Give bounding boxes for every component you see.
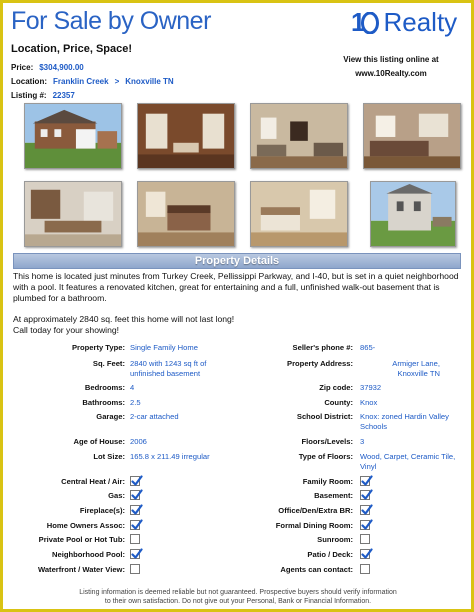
detail-label: Age of House: xyxy=(73,437,125,446)
checkmark-icon xyxy=(131,504,143,516)
description-paragraph: Call today for your showing! xyxy=(13,325,120,335)
detail-label: Type of Floors: xyxy=(298,452,353,461)
online-text: View this listing online at xyxy=(343,55,439,64)
location-city: Knoxville TN xyxy=(125,77,174,86)
detail-label: Lot Size: xyxy=(93,452,125,461)
online-info xyxy=(321,53,461,81)
feature-label: Patio / Deck: xyxy=(307,550,353,559)
detail-value: 37932 xyxy=(360,383,382,392)
checkmark-icon xyxy=(131,475,143,487)
page-title: For Sale by Owner xyxy=(11,7,211,35)
detail-label: Floors/Levels: xyxy=(301,437,353,446)
section-title: Property Details xyxy=(13,253,461,269)
location-label: Location: xyxy=(11,77,47,86)
detail-value: Wood, Carpet, Ceramic Tile, Vinyl xyxy=(360,452,456,471)
detail-label: Property Type: xyxy=(71,343,125,352)
feature-checkbox[interactable] xyxy=(360,505,370,515)
detail-value: Knox xyxy=(360,398,378,407)
disclaimer-line: to their own satisfaction. Do not give out your Personal, Bank or Financial Information. xyxy=(104,597,372,605)
feature-label: Sunroom: xyxy=(317,535,353,544)
disclaimer-line: Listing information is deemed reliable but not guaranteed. Prospective buyers should verify information xyxy=(79,589,397,596)
feature-label: Neighborhood Pool: xyxy=(52,550,125,559)
detail-label: School District: xyxy=(296,412,353,421)
checkmark-icon xyxy=(361,489,373,501)
detail-value: 3 xyxy=(360,437,365,446)
feature-label: Private Pool or Hot Tub: xyxy=(38,535,125,544)
detail-value: Knox: zoned Hardin Valley Schools xyxy=(360,412,449,431)
detail-label: Zip code: xyxy=(319,383,353,392)
feature-label: Gas: xyxy=(108,491,125,500)
feature-label: Home Owners Assoc: xyxy=(46,521,125,530)
price-row xyxy=(11,63,84,72)
feature-checkbox[interactable] xyxy=(360,564,370,574)
website-link[interactable]: www.10Realty.com xyxy=(355,69,427,78)
logo-text: Realty xyxy=(383,7,458,37)
listing-page xyxy=(3,3,471,609)
photo-master-bedroom[interactable] xyxy=(137,181,235,247)
feature-label: Basement: xyxy=(314,491,353,500)
detail-value: 2006 xyxy=(130,437,147,446)
feature-checkbox[interactable] xyxy=(360,490,370,500)
feature-label: Agents can contact: xyxy=(280,565,353,574)
feature-checkbox[interactable] xyxy=(130,476,140,486)
feature-checkbox[interactable] xyxy=(130,520,140,530)
feature-label: Fireplace(s): xyxy=(79,506,125,515)
photo-bedroom[interactable] xyxy=(250,181,348,247)
checkmark-icon xyxy=(361,519,373,531)
breadcrumb-separator: > xyxy=(114,77,120,86)
detail-label: Property Address: xyxy=(287,359,353,368)
feature-label: Family Room: xyxy=(302,477,353,486)
feature-checkbox[interactable] xyxy=(130,490,140,500)
photo-den[interactable] xyxy=(363,103,461,169)
feature-checkbox[interactable] xyxy=(130,564,140,574)
checkmark-icon xyxy=(361,475,373,487)
detail-label: Sq. Feet: xyxy=(92,359,125,368)
feature-checkbox[interactable] xyxy=(360,534,370,544)
detail-value: 165.8 x 211.49 irregular xyxy=(130,452,210,461)
detail-label: Bathrooms: xyxy=(82,398,125,407)
detail-value: 2-car attached xyxy=(130,412,179,421)
feature-checkbox[interactable] xyxy=(130,534,140,544)
listing-number: 22357 xyxy=(52,91,75,100)
description-paragraph: At approximately 2840 sq. feet this home will not last long! xyxy=(13,314,235,324)
listing-number-row xyxy=(11,91,75,100)
disclaimer xyxy=(23,589,453,606)
checkmark-icon xyxy=(361,504,373,516)
detail-value: 865- xyxy=(360,343,376,352)
feature-checkbox[interactable] xyxy=(360,476,370,486)
price-value: $304,900.00 xyxy=(39,63,84,72)
logo-mark: 1 xyxy=(351,7,383,38)
feature-checkbox[interactable] xyxy=(130,549,140,559)
feature-label: Office/Den/Extra BR: xyxy=(278,506,353,515)
page-subtitle: Location, Price, Space! xyxy=(11,43,133,55)
photo-exterior-front[interactable] xyxy=(24,103,122,169)
feature-checkbox[interactable] xyxy=(130,505,140,515)
photo-family-room[interactable] xyxy=(250,103,348,169)
description xyxy=(13,271,463,336)
detail-label: County: xyxy=(324,398,353,407)
location-area: Franklin Creek xyxy=(53,77,109,86)
photo-exterior-back[interactable] xyxy=(370,181,456,247)
price-label: Price: xyxy=(11,63,34,72)
listing-label: Listing #: xyxy=(11,91,47,100)
checkmark-icon xyxy=(361,548,373,560)
description-paragraph: This home is located just minutes from Turkey Creek, Pellissippi Parkway, and I-40, but is set in a quiet neighborhood with a pool. It features a renovated kitchen, great for entertaining and a full, unfinished walk-out basement that is plumbed for a bathroom. xyxy=(13,271,459,303)
detail-value: 2.5 xyxy=(130,398,141,407)
checkmark-icon xyxy=(131,519,143,531)
detail-value: 4 xyxy=(130,383,135,392)
feature-checkbox[interactable] xyxy=(360,549,370,559)
photo-living-room[interactable] xyxy=(137,103,235,169)
feature-label: Waterfront / Water View: xyxy=(37,565,125,574)
checkmark-icon xyxy=(131,548,143,560)
detail-value: Single Family Home xyxy=(130,343,198,352)
detail-value: 2840 with 1243 sq ft of unfinished basement xyxy=(130,359,207,378)
detail-value: Armiger Lane, Knoxville TN xyxy=(392,359,440,378)
location-row xyxy=(11,77,174,86)
detail-label: Seller's phone #: xyxy=(292,343,353,352)
feature-label: Formal Dining Room: xyxy=(275,521,353,530)
feature-label: Central Heat / Air: xyxy=(61,477,125,486)
checkmark-icon xyxy=(131,489,143,501)
realty-logo xyxy=(351,7,461,39)
detail-label: Garage: xyxy=(96,412,125,421)
photo-kitchen[interactable] xyxy=(24,181,122,247)
feature-checkbox[interactable] xyxy=(360,520,370,530)
detail-label: Bedrooms: xyxy=(84,383,125,392)
